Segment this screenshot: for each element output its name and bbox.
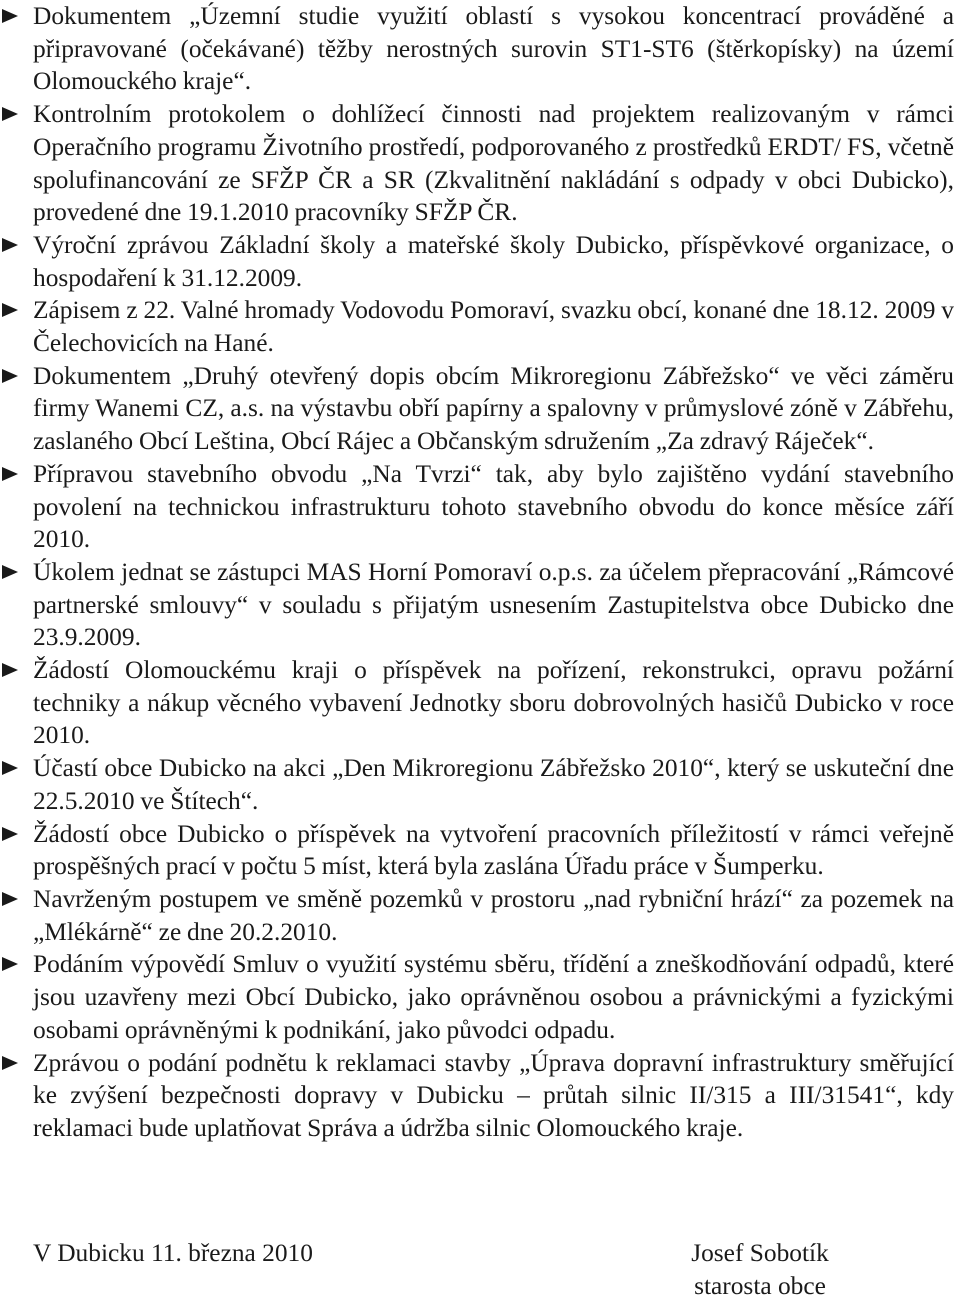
list-item xyxy=(0,883,960,948)
list-item xyxy=(0,229,960,294)
triangle-bullet-icon xyxy=(2,1056,18,1070)
list-item-text: Zprávou o podání podnětu k reklamaci stavby „Úprava dopravní infrastruktury směřující ke zvýšení bezpečnosti dopravy v Dubicku – průtah silnic II/315 a III/31541“, kdy reklamaci bude uplatňovat Správa a údržba silnic Olomouckého kraje. xyxy=(33,1048,954,1142)
list-item xyxy=(0,360,960,458)
list-item-text: Úkolem jednat se zástupci MAS Horní Pomoraví o.p.s. za účelem přepracování „Rámcové partnerské smlouvy“ v souladu s přijatým usnesením Zastupitelstva obce Dubicko dne 23.9.2009. xyxy=(33,557,954,652)
list-item xyxy=(0,294,960,359)
list-item xyxy=(0,458,960,556)
list-item xyxy=(0,98,960,229)
list-item xyxy=(0,654,960,752)
list-item-text: Kontrolním protokolem o dohlížecí činnosti nad projektem realizovaným v rámci Operačního programu Životního prostředí, podporovaného z prostředků ERDT/ FS, včetně spolufinancování ze SFŽP ČR a SR (Zkvalitnění nakládání s odpady v obci Dubicko), provedené dne 19.1.2010 pracovníky SFŽP ČR. xyxy=(33,100,954,227)
triangle-bullet-icon xyxy=(2,892,18,906)
list-item xyxy=(0,556,960,654)
triangle-bullet-icon xyxy=(2,957,18,971)
triangle-bullet-icon xyxy=(2,9,18,23)
list-item-text: Žádostí obce Dubicko o příspěvek na vytvoření pracovních příležitostí v rámci veřejně prospěšných prací v počtu 5 míst, která byla zaslána Úřadu práce v Šumperku. xyxy=(33,819,954,881)
list-item xyxy=(0,1047,960,1145)
triangle-bullet-icon xyxy=(2,467,18,481)
list-item xyxy=(0,0,960,98)
list-item xyxy=(0,818,960,883)
triangle-bullet-icon xyxy=(2,565,18,579)
list-item-text: Účastí obce Dubicko na akci „Den Mikroregionu Zábřežsko 2010“, který se uskuteční dne 22.5.2010 ve Štítech“. xyxy=(33,754,954,815)
list-item-text: Dokumentem „Druhý otevřený dopis obcím Mikroregionu Zábřežsko“ ve věci záměru firmy Wanemi CZ, a.s. na výstavbu obří papírny a spalovny v průmyslové zóně v Zábřehu, zaslaného Obcí Leština, Obcí Rájec a Občanským sdružením „Za zdravý Ráječek“. xyxy=(33,361,954,456)
triangle-bullet-icon xyxy=(2,369,18,383)
list-item-text: Přípravou stavebního obvodu „Na Tvrzi“ tak, aby bylo zajištěno vydání stavebního povolení na technickou infrastrukturu tohoto stavebního obvodu do konce měsíce září 2010. xyxy=(33,459,954,554)
list-item-text: Navrženým postupem ve směně pozemků v prostoru „nad rybniční hrází“ za pozemek na „Mlékárně“ ze dne 20.2.2010. xyxy=(33,884,954,946)
triangle-bullet-icon xyxy=(2,238,18,252)
list-item-text: Žádostí Olomouckému kraji o příspěvek na pořízení, rekonstrukci, opravu požární techniky a nákup věcného vybavení Jednotky sboru dobrovolných hasičů Dubicko v roce 2010. xyxy=(33,656,954,750)
place-date: V Dubicku 11. března 2010 xyxy=(33,1239,313,1267)
triangle-bullet-icon xyxy=(2,663,18,677)
list-item-text: Dokumentem „Územní studie využití oblastí s vysokou koncentrací prováděné a připravované (očekávané) těžby nerostných surovin ST1-ST6 (štěrkopísky) na území Olomouckého kraje“. xyxy=(33,2,954,96)
signer xyxy=(660,1237,860,1302)
triangle-bullet-icon xyxy=(2,761,18,775)
triangle-bullet-icon xyxy=(2,107,18,121)
signer-name: Josef Sobotík xyxy=(691,1239,829,1267)
signature-block xyxy=(0,1237,960,1300)
list-item-text: Výroční zprávou Základní školy a mateřské školy Dubicko, příspěvkové organizace, o hospodaření k 31.12.2009. xyxy=(33,230,954,292)
list-item-text: Zápisem z 22. Valné hromady Vodovodu Pomoraví, svazku obcí, konané dne 18.12. 2009 v Čelechovicích na Hané. xyxy=(33,296,954,358)
list-item xyxy=(0,948,960,1046)
list-item-text: Podáním výpovědí Smluv o využití systému sběru, třídění a zneškodňování odpadů, které jsou uzavřeny mezi Obcí Dubicko, jako oprávněnou osobou a právnickými a fyzickými osobami oprávněnými k podnikání, jako původci odpadu. xyxy=(33,950,954,1044)
list-item xyxy=(0,752,960,817)
signer-role: starosta obce xyxy=(694,1271,826,1300)
triangle-bullet-icon xyxy=(2,827,18,841)
triangle-bullet-icon xyxy=(2,303,18,317)
